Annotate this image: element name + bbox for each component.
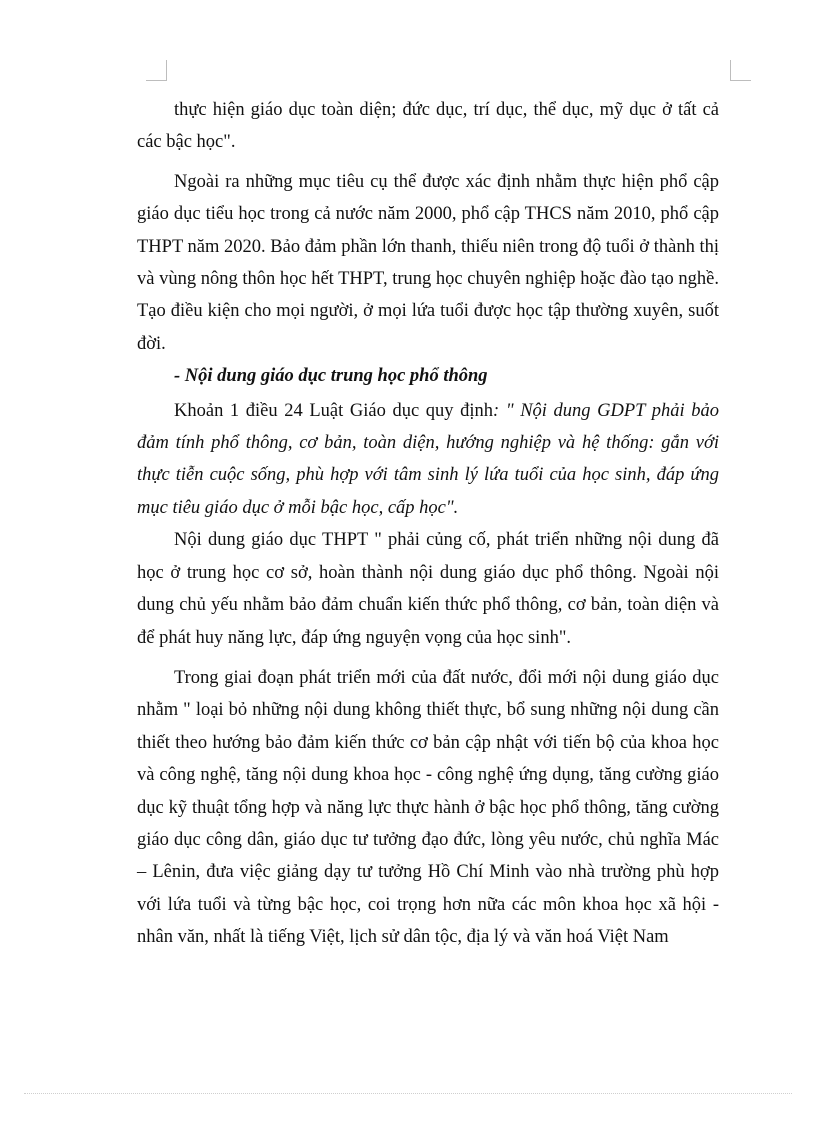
- paragraph-law-quote: [137, 395, 719, 525]
- section-heading: - Nội dung giáo dục trung học phổ thông: [174, 366, 488, 387]
- paragraph-reform: Trong giai đoạn phát triển mới của đất nước, đổi mới nội dung giáo dục nhằm " loại bỏ những nội dung không thiết thực, bổ sung những nội dung cần thiết theo hướng bảo đảm kiến thức cơ bản cập nhật với tiến bộ của khoa học và công nghệ, tăng nội dung khoa học - công nghệ ứng dụng, tăng cường giáo dục kỹ thuật tổng hợp và năng lực thực hành ở bậc học phổ thông, tăng cường giáo dục công dân, giáo dục tư tưởng đạo đức, lòng yêu nước, chủ nghĩa Mác – Lênin, đưa việc giảng dạy tư tưởng Hồ Chí Minh vào nhà trường phù hợp với lứa tuổi và từng bậc học, coi trọng hơn nữa các môn khoa học xã hội - nhân văn, nhất là tiếng Việt, lịch sử dân tộc, địa lý và văn hoá Việt Nam: [137, 667, 719, 948]
- paragraph-content-thpt: Nội dung giáo dục THPT " phải củng cố, phát triển những nội dung đã học ở trung học cơ sở, hoàn thành nội dung giáo dục phổ thông. Ngoài nội dung chủ yếu nhằm bảo đảm chuẩn kiến thức phổ thông, cơ bản, toàn diện và để phát huy năng lực, đáp ứng nguyện vọng của học sinh".: [137, 530, 719, 648]
- law-quote-text: : " Nội dung GDPT phải bảo đảm tính phổ thông, cơ bản, toàn diện, hướng nghiệp và hệ thống: gắn với thực tiễn cuộc sống, phù hợp với tâm sinh lý lứa tuổi của học sinh, đáp ứng mục tiêu giáo dục ở mỗi bậc học, cấp học".: [137, 400, 719, 518]
- margin-corner-mark-left: [146, 60, 167, 81]
- paragraph-continuation: thực hiện giáo dục toàn diện; đức dục, trí dục, thể dục, mỹ dục ở tất cả các bậc học".: [137, 100, 719, 153]
- margin-corner-mark-right: [730, 60, 751, 81]
- law-reference: Khoản 1 điều 24 Luật Giáo dục quy định: [174, 400, 494, 421]
- body-text: [137, 94, 719, 954]
- footer-divider: [24, 1093, 792, 1094]
- paragraph-goals: Ngoài ra những mục tiêu cụ thể được xác định nhằm thực hiện phổ cập giáo dục tiểu học trong cả nước năm 2000, phổ cập THCS năm 2010, phổ cập THPT năm 2020. Bảo đảm phần lớn thanh, thiếu niên trong độ tuổi ở thành thị và vùng nông thôn học hết THPT, trung học chuyên nghiệp hoặc đào tạo nghề. Tạo điều kiện cho mọi người, ở mọi lứa tuổi được học tập thường xuyên, suốt đời.: [137, 171, 719, 354]
